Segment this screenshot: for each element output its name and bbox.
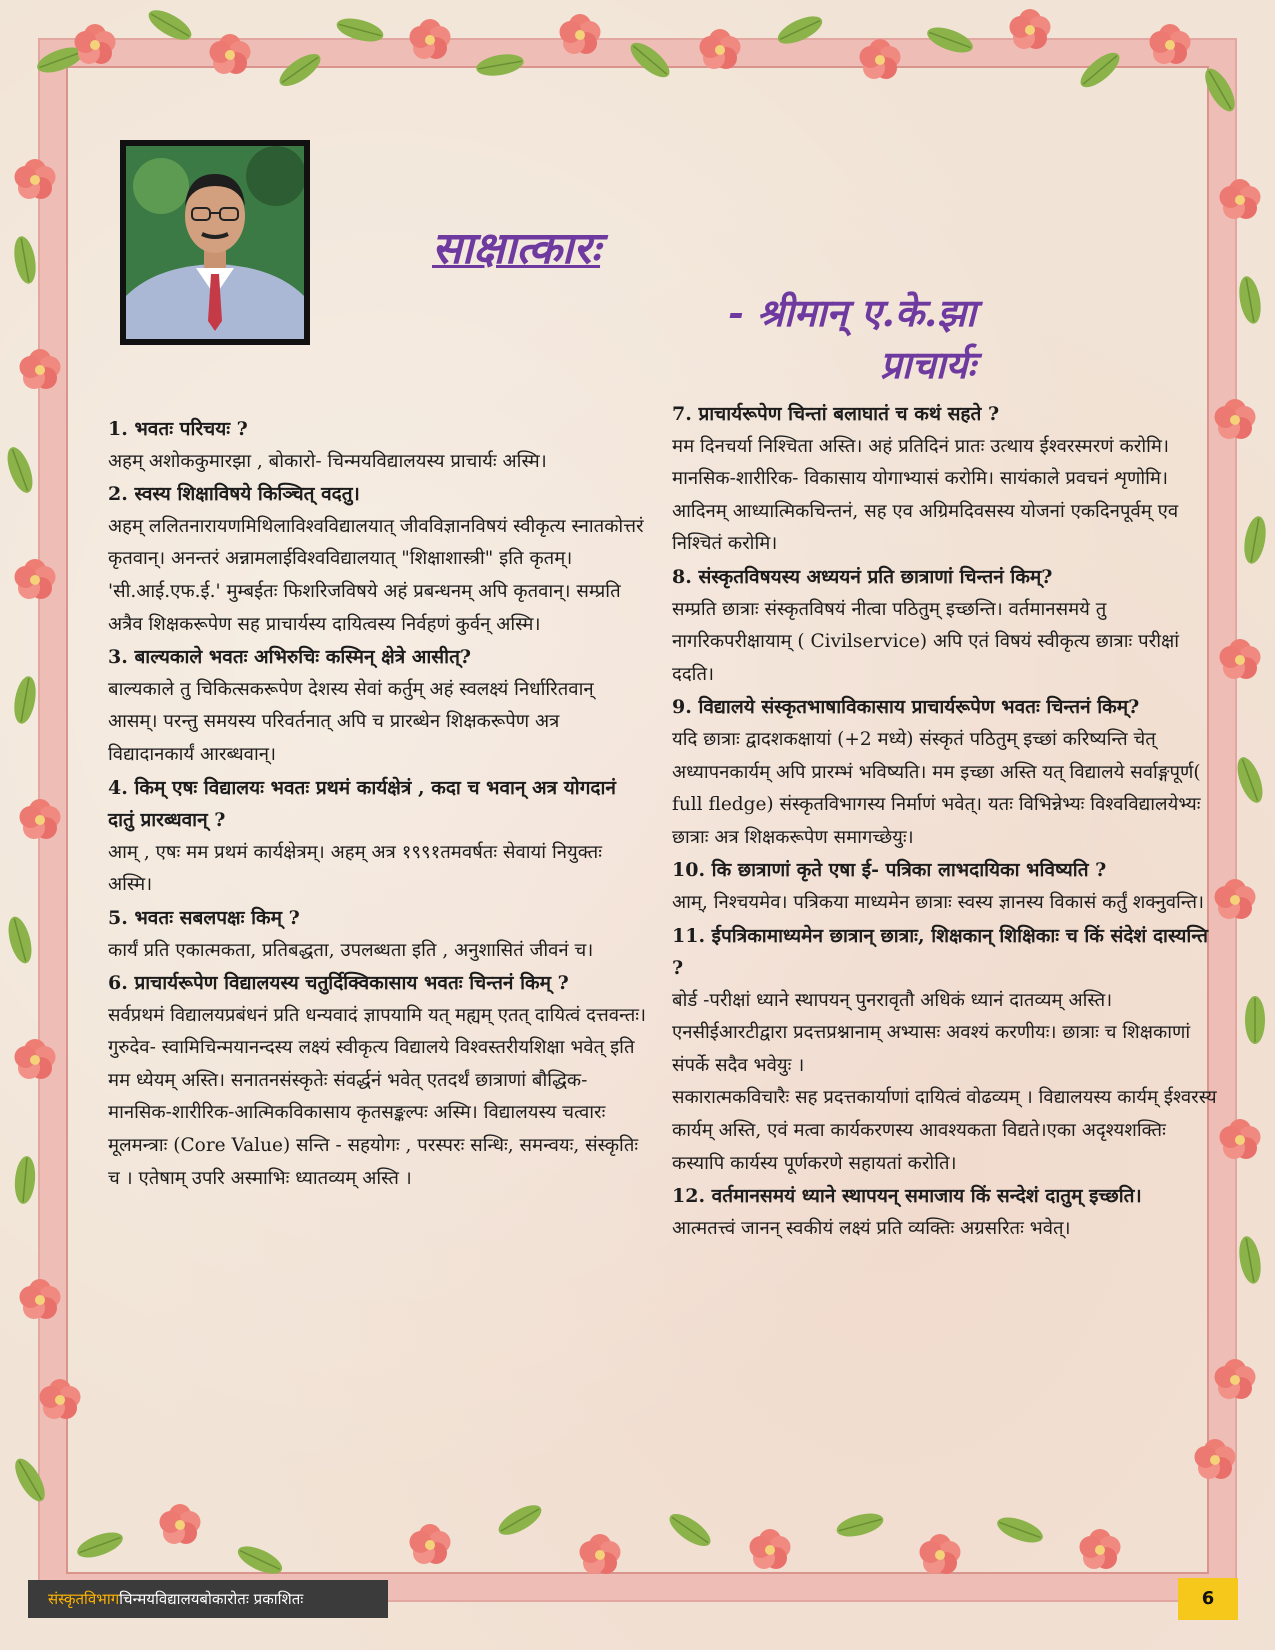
- question: 3. बाल्यकाले भवतः अभिरुचिः कस्मिन् क्षेत्रे आसीत्?: [108, 646, 472, 669]
- footer-school: चिन्मयविद्यालयबोकारोतः: [119, 1590, 249, 1608]
- answer: यदि छात्राः द्वादशकक्षायां (+2 मध्ये) संस्कृतं पठितुम् इच्छां करिष्यन्ति चेत् अध्यापनकार्यम् अपि प्रारम्भं भविष्यति। मम इच्छा अस्ति यत् विद्यालये सर्वाङ्गपूर्ण( full fledge) संस्कृतविभागस्य निर्माणं भवेत्। यतः विभिन्नेभ्यः विश्वविद्यालयेभ्यः छात्राः अत्र शिक्षकरूपेण समागच्छेयुः।: [672, 728, 1201, 848]
- question: 9. विद्यालये संस्कृतभाषाविकासाय प्राचार्यरूपेण भवतः चिन्तनं किम्?: [672, 696, 1140, 719]
- answer: सकारात्मकविचारैः सह प्रदत्तकार्याणां दायित्वं वोढव्यम् । विद्यालयस्य कार्यम् ईश्वरस्य कार्यम् अस्ति, एवं मत्वा कार्यकरणस्य आवश्यकता विद्यते।एका अदृश्यशक्तिः कस्यापि कार्यस्य पूर्णकरणे सहायतां करोति।: [672, 1087, 1217, 1174]
- answer: अहम् अशोककुमारझा , बोकारो- चिन्मयविद्यालयस्य प्राचार्यः अस्मि।: [108, 450, 547, 472]
- page-number: 6: [1178, 1578, 1238, 1620]
- answer: आत्मतत्त्वं जानन् स्वकीयं लक्ष्यं प्रति व्यक्तिः अग्रसरितः भवेत्।: [672, 1217, 1071, 1239]
- question: 11. ईपत्रिकामाध्यमेन छात्रान् छात्राः, शिक्षकान् शिक्षिकाः च किं संदेशं दास्यन्ति ?: [672, 924, 1208, 980]
- principal-photo: [120, 140, 310, 345]
- question: 6. प्राचार्यरूपेण विद्यालयस्य चतुर्दिक्विकासाय भवतः चिन्तनं किम् ?: [108, 972, 569, 995]
- page-title: साक्षात्कारः: [432, 223, 601, 274]
- question: 8. संस्कृतविषयस्य अध्ययनं प्रति छात्राणां चिन्तनं किम्?: [672, 565, 1053, 588]
- right-column: [672, 398, 1217, 1245]
- author-name: - श्रीमान् ए.के.झा: [728, 290, 976, 335]
- answer: बोर्ड -परीक्षां ध्याने स्थापयन् पुनरावृतौ अधिकं ध्यानं दातव्यम् अस्ति। एनसीईआरटीद्वारा प्रदत्तप्रश्नानाम् अभ्यासः अवश्यं करणीयः। छात्राः च शिक्षकाणां संपर्के सदैव भवेयुः ।: [672, 989, 1191, 1076]
- footer-published: प्रकाशितः: [248, 1590, 304, 1608]
- answer: मम दिनचर्या निश्चिता अस्ति। अहं प्रतिदिनं प्रातः उत्थाय ईश्वरस्मरणं करोमि। मानसिक-शारीरिक- विकासाय योगाभ्यासं करोमि। सायंकाले प्रवचनं शृणोमि। आदिनम् आध्यात्मिकचिन्तनं, सह एव अग्रिमदिवसस्य योजनां एकदिनपूर्वम् एव निश्चितं करोमि।: [672, 435, 1179, 555]
- question: 7. प्राचार्यरूपेण चिन्तां बलाघातं च कथं सहते ?: [672, 403, 1000, 425]
- question: 5. भवतः सबलपक्षः किम् ?: [108, 906, 300, 929]
- answer: कार्यं प्रति एकात्मकता, प्रतिबद्धता, उपलब्धता इति , अनुशासितं जीवनं च।: [108, 939, 594, 961]
- publisher-footer: [28, 1580, 388, 1618]
- left-column: [108, 413, 648, 1195]
- question: 4. किम् एषः विद्यालयः भवतः प्रथमं कार्यक्षेत्रं , कदा च भवान् अत्र योगदानं दातुं प्रारब्धवान् ?: [108, 776, 616, 832]
- portrait-illustration: [126, 146, 304, 339]
- answer: आम्, निश्चयमेव। पत्रिकया माध्यमेन छात्राः स्वस्य ज्ञानस्य विकासं कर्तुं शक्नुवन्ति।: [672, 891, 1205, 913]
- answer: आम् , एषः मम प्रथमं कार्यक्षेत्रम्। अहम् अत्र १९९१तमवर्षतः सेवायां नियुक्तः अस्मि।: [108, 841, 602, 896]
- question: 10. कि छात्राणां कृते एषा ई- पत्रिका लाभदायिका भविष्यति ?: [672, 859, 1107, 882]
- answer: सर्वप्रथमं विद्यालयप्रबंधनं प्रति धन्यवादं ज्ञापयामि यत् मह्यम् एतत् दायित्वं दत्तवन्तः। गुरुदेव- स्वामिचिन्मयानन्दस्य लक्ष्यं स्वीकृत्य विद्यालये विश्वस्तरीयशिक्षा भवेत् इति मम ध्येयम् अस्ति। सनातनसंस्कृतेः संवर्द्धनं भवेत् एतदर्थं छात्राणां बौद्धिक-मानसिक-शारीरिक-आत्मिकविकासाय कृतसङ्कल्पः अस्मि। विद्यालयस्य चत्वारः मूलमन्त्राः (Core Value) सन्ति - सहयोगः , परस्परः सन्धिः, समन्वयः, संस्कृतिः च । एतेषाम् उपरि अस्माभिः ध्यातव्यम् अस्ति ।: [108, 1004, 647, 1189]
- question: 1. भवतः परिचयः ?: [108, 418, 248, 440]
- answer: सम्प्रति छात्राः संस्कृतविषयं नीत्वा पठितुम् इच्छन्ति। वर्तमानसमये तु नागरिकपरीक्षायाम् ( Civilservice) अपि एतं विषयं स्वीकृत्य छात्राः परीक्षां ददति।: [672, 598, 1180, 685]
- question: 12. वर्तमानसमयं ध्याने स्थापयन् समाजाय किं सन्देशं दातुम् इच्छति।: [672, 1185, 1142, 1208]
- answer: बाल्यकाले तु चिकित्सकरूपेण देशस्य सेवां कर्तुम् अहं स्वलक्ष्यं निर्धारितवान् आसम्। परन्तु समयस्य परिवर्तनात् अपि च प्रारब्धेन शिक्षकरूपेण अत्र विद्यादानकार्यं आरब्धवान्।: [108, 678, 594, 765]
- author-role: प्राचार्यः: [880, 342, 976, 387]
- answer: अहम् ललितनारायणमिथिलाविश्वविद्यालयात् जीवविज्ञानविषयं स्वीकृत्य स्नातकोत्तरं कृतवान्। अनन्तरं अन्नामलाईविश्वविद्यालयात् "शिक्षाशास्त्री" इति कृतम्। 'सी.आई.एफ.ई.' मुम्बईतः फिशरिजविषये अहं प्रबन्धनम् अपि कृतवान्। सम्प्रति अत्रैव शिक्षकरूपेण सह प्राचार्यस्य दायित्वस्य निर्वहणं कुर्वन् अस्मि।: [108, 515, 644, 635]
- footer-department: संस्कृतविभाग: [48, 1590, 120, 1608]
- question: 2. स्वस्य शिक्षाविषये किञ्चित् वदतु।: [108, 483, 360, 506]
